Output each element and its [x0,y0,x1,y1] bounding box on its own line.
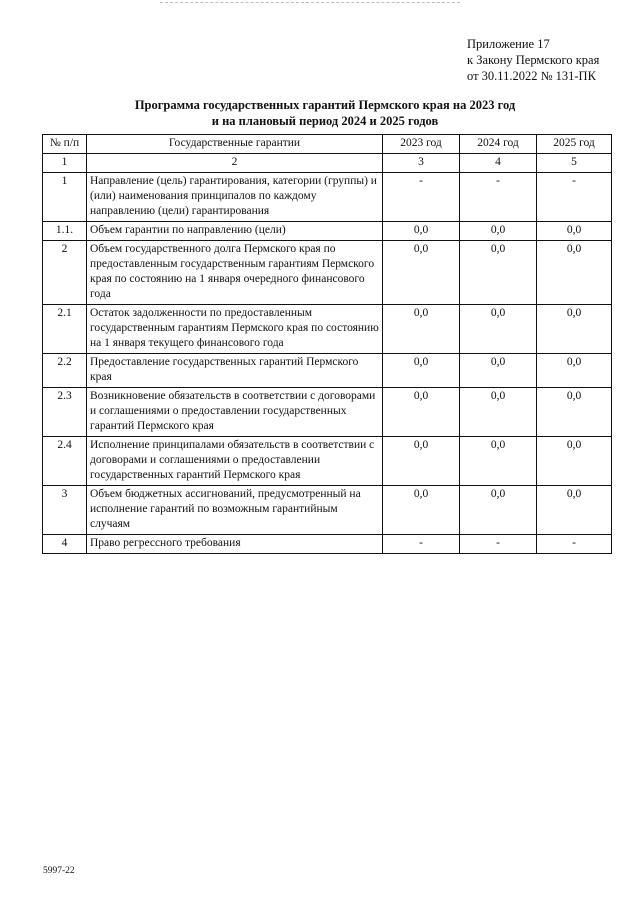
document-code: 5997-22 [43,866,75,876]
row-name: Предоставление государственных гарантий Пермского края [87,354,383,388]
header-name: Государственные гарантии [87,135,383,154]
header-2024: 2024 год [460,135,537,154]
header-num: № п/п [43,135,87,154]
row-value-2023: 0,0 [383,437,460,486]
row-value-2024: 0,0 [460,222,537,241]
table-row [43,305,612,354]
table-row [43,535,612,554]
row-name: Исполнение принципалами обязательств в соответствии с договорами и соглашениями о предоставлении государственных гарантий Пермского края [87,437,383,486]
row-value-2024: 0,0 [460,388,537,437]
guarantees-table [42,134,612,554]
row-value-2023: - [383,173,460,222]
row-num: 2.3 [43,388,87,437]
column-number: 5 [537,154,612,173]
column-number-row [43,154,612,173]
row-name: Возникновение обязательств в соответствии с договорами и соглашениями о предоставлении государственных гарантий Пермского края [87,388,383,437]
row-num: 1 [43,173,87,222]
row-value-2023: 0,0 [383,388,460,437]
table-row [43,437,612,486]
row-name: Право регрессного требования [87,535,383,554]
table-row [43,388,612,437]
row-num: 2.4 [43,437,87,486]
row-value-2023: 0,0 [383,486,460,535]
row-value-2025: 0,0 [537,222,612,241]
row-value-2024: 0,0 [460,241,537,305]
table-row [43,241,612,305]
row-value-2024: 0,0 [460,437,537,486]
appendix-line-1: Приложение 17 [467,37,550,51]
row-value-2025: 0,0 [537,437,612,486]
row-num: 2 [43,241,87,305]
row-value-2025: 0,0 [537,354,612,388]
table-header-row [43,135,612,154]
row-num: 2.1 [43,305,87,354]
row-value-2024: 0,0 [460,486,537,535]
column-number: 3 [383,154,460,173]
scan-top-rule [160,2,460,3]
row-name: Направление (цель) гарантирования, категории (группы) и (или) наименования принципалов по каждому направлению (цели) гарантирования [87,173,383,222]
column-number: 2 [87,154,383,173]
row-value-2023: 0,0 [383,354,460,388]
page-title [40,97,610,129]
row-value-2024: - [460,535,537,554]
row-name: Объем государственного долга Пермского края по предоставленным государственным гарантиям Пермского края по состоянию на 1 января очередного финансового года [87,241,383,305]
title-line-2: и на плановый период 2024 и 2025 годов [211,114,439,128]
row-name: Объем гарантии по направлению (цели) [87,222,383,241]
row-num: 2.2 [43,354,87,388]
row-name: Объем бюджетных ассигнований, предусмотренный на исполнение гарантий по возможным гарантийным случаям [87,486,383,535]
row-value-2023: 0,0 [383,241,460,305]
row-value-2025: 0,0 [537,388,612,437]
row-name: Остаток задолженности по предоставленным государственным гарантиям Пермского края по состоянию на 1 января текущего финансового года [87,305,383,354]
appendix-line-3: от 30.11.2022 № 131-ПК [467,69,596,83]
row-value-2025: 0,0 [537,241,612,305]
table-row [43,222,612,241]
row-num: 1.1. [43,222,87,241]
table-row [43,173,612,222]
row-num: 4 [43,535,87,554]
row-value-2024: 0,0 [460,354,537,388]
title-line-1: Программа государственных гарантий Пермского края на 2023 год [134,98,516,112]
appendix-line-2: к Закону Пермского края [467,53,600,67]
row-num: 3 [43,486,87,535]
appendix-block [467,36,599,84]
column-number: 1 [43,154,87,173]
table-row [43,486,612,535]
column-number: 4 [460,154,537,173]
table-row [43,354,612,388]
row-value-2024: 0,0 [460,305,537,354]
header-2025: 2025 год [537,135,612,154]
row-value-2025: - [537,173,612,222]
row-value-2023: 0,0 [383,305,460,354]
row-value-2023: - [383,535,460,554]
row-value-2025: 0,0 [537,305,612,354]
header-2023: 2023 год [383,135,460,154]
row-value-2025: 0,0 [537,486,612,535]
row-value-2024: - [460,173,537,222]
row-value-2023: 0,0 [383,222,460,241]
row-value-2025: - [537,535,612,554]
